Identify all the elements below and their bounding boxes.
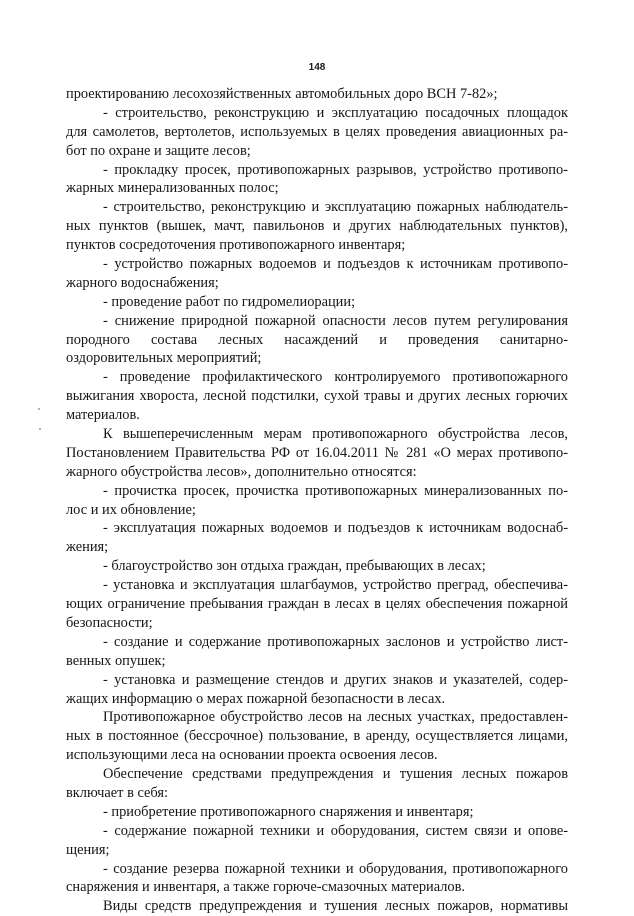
text-line: - установка и размещение стендов и других знаков и указателей, содер-	[103, 671, 568, 688]
text-line: К вышеперечисленным мерам противопожарного обустройства лесов,	[103, 426, 568, 443]
text-line: для самолетов, вертолетов, используемых в целях проведения авиационных ра-	[66, 123, 568, 140]
text-line: - проведение работ по гидромелиорации;	[103, 293, 356, 310]
text-line: использующими леса на основании проекта освоения лесов.	[66, 747, 438, 764]
text-line: - проведение профилактического контролируемого противопожарного	[103, 369, 568, 386]
text-line: пунктов сосредоточения противопожарного инвентаря;	[66, 237, 406, 254]
text-line: - содержание пожарной техники и оборудования, систем связи и опове-	[103, 822, 568, 839]
text-line: жарного водоснабжения;	[66, 274, 219, 291]
text-line: венных опушек;	[66, 652, 166, 669]
body-text	[66, 85, 568, 916]
text-line: - строительство, реконструкцию и эксплуатацию пожарных наблюдатель-	[103, 199, 568, 216]
text-line: Постановлением Правительства РФ от 16.04.2011 № 281 «О мерах противопо-	[66, 444, 568, 461]
text-line: породного состава лесных насаждений и проведения санитарно-	[66, 331, 568, 348]
text-line: безопасности;	[66, 614, 153, 631]
text-line: - создание резерва пожарной техники и оборудования, противопожарного	[103, 860, 568, 877]
text-line: проектированию лесохозяйственных автомобильных доро ВСН 7-82»;	[66, 86, 498, 102]
text-line: - устройство пожарных водоемов и подъездов к источникам противопо-	[103, 256, 568, 273]
text-line: - строительство, реконструкцию и эксплуатацию посадочных площадок	[103, 104, 568, 121]
text-line: - эксплуатация пожарных водоемов и подъездов к источникам водоснаб-	[103, 520, 568, 537]
scan-speck	[39, 428, 41, 430]
text-line: жащих информацию о мерах пожарной безопасности в лесах.	[66, 690, 446, 707]
text-line: ных в постоянное (бессрочное) пользование, в аренду, осуществляется лицами,	[66, 728, 568, 745]
text-line: жарного обустройства лесов», дополнительно относятся:	[66, 463, 417, 480]
text-line: ющих ограничение пребывания граждан в лесах в целях обеспечения пожарной	[66, 596, 568, 613]
text-line: жения;	[66, 539, 109, 556]
text-line: - приобретение противопожарного снаряжения и инвентаря;	[103, 803, 474, 820]
text-line: - благоустройство зон отдыха граждан, пребывающих в лесах;	[103, 558, 486, 575]
text-line: снаряжения и инвентаря, а также горюче-смазочных материалов.	[66, 879, 466, 896]
page-number: 148	[308, 62, 326, 73]
text-line: - прокладку просек, противопожарных разрывов, устройство противопо-	[103, 161, 568, 178]
scan-speck	[38, 408, 40, 410]
text-line: Обеспечение средствами предупреждения и тушения лесных пожаров	[103, 766, 568, 783]
text-line: материалов.	[66, 407, 140, 424]
text-line: включает в себя:	[66, 784, 168, 801]
text-line: Виды средств предупреждения и тушения лесных пожаров, нормативы	[103, 898, 568, 915]
text-line: жарных минерализованных полос;	[66, 180, 279, 197]
text-line: выжигания хвороста, лесной подстилки, сухой травы и других лесных горючих	[66, 388, 568, 405]
text-line: - прочистка просек, прочистка противопожарных минерализованных по-	[103, 482, 568, 499]
text-line: Противопожарное обустройство лесов на лесных участках, предоставлен-	[103, 709, 568, 726]
text-line: - создание и содержание противопожарных заслонов и устройство лист-	[103, 633, 568, 650]
text-line: щения;	[66, 841, 110, 858]
text-line: - установка и эксплуатация шлагбаумов, устройство преград, обеспечива-	[103, 577, 568, 594]
text-line: бот по охране и защите лесов;	[66, 142, 251, 159]
text-line: оздоровительных мероприятий;	[66, 350, 262, 367]
text-line: лос и их обновление;	[66, 501, 196, 518]
text-line: - снижение природной пожарной опасности лесов путем регулирования	[103, 312, 568, 329]
text-line: ных пунктов (вышек, мачт, павильонов и других наблюдательных пунктов),	[66, 218, 568, 235]
